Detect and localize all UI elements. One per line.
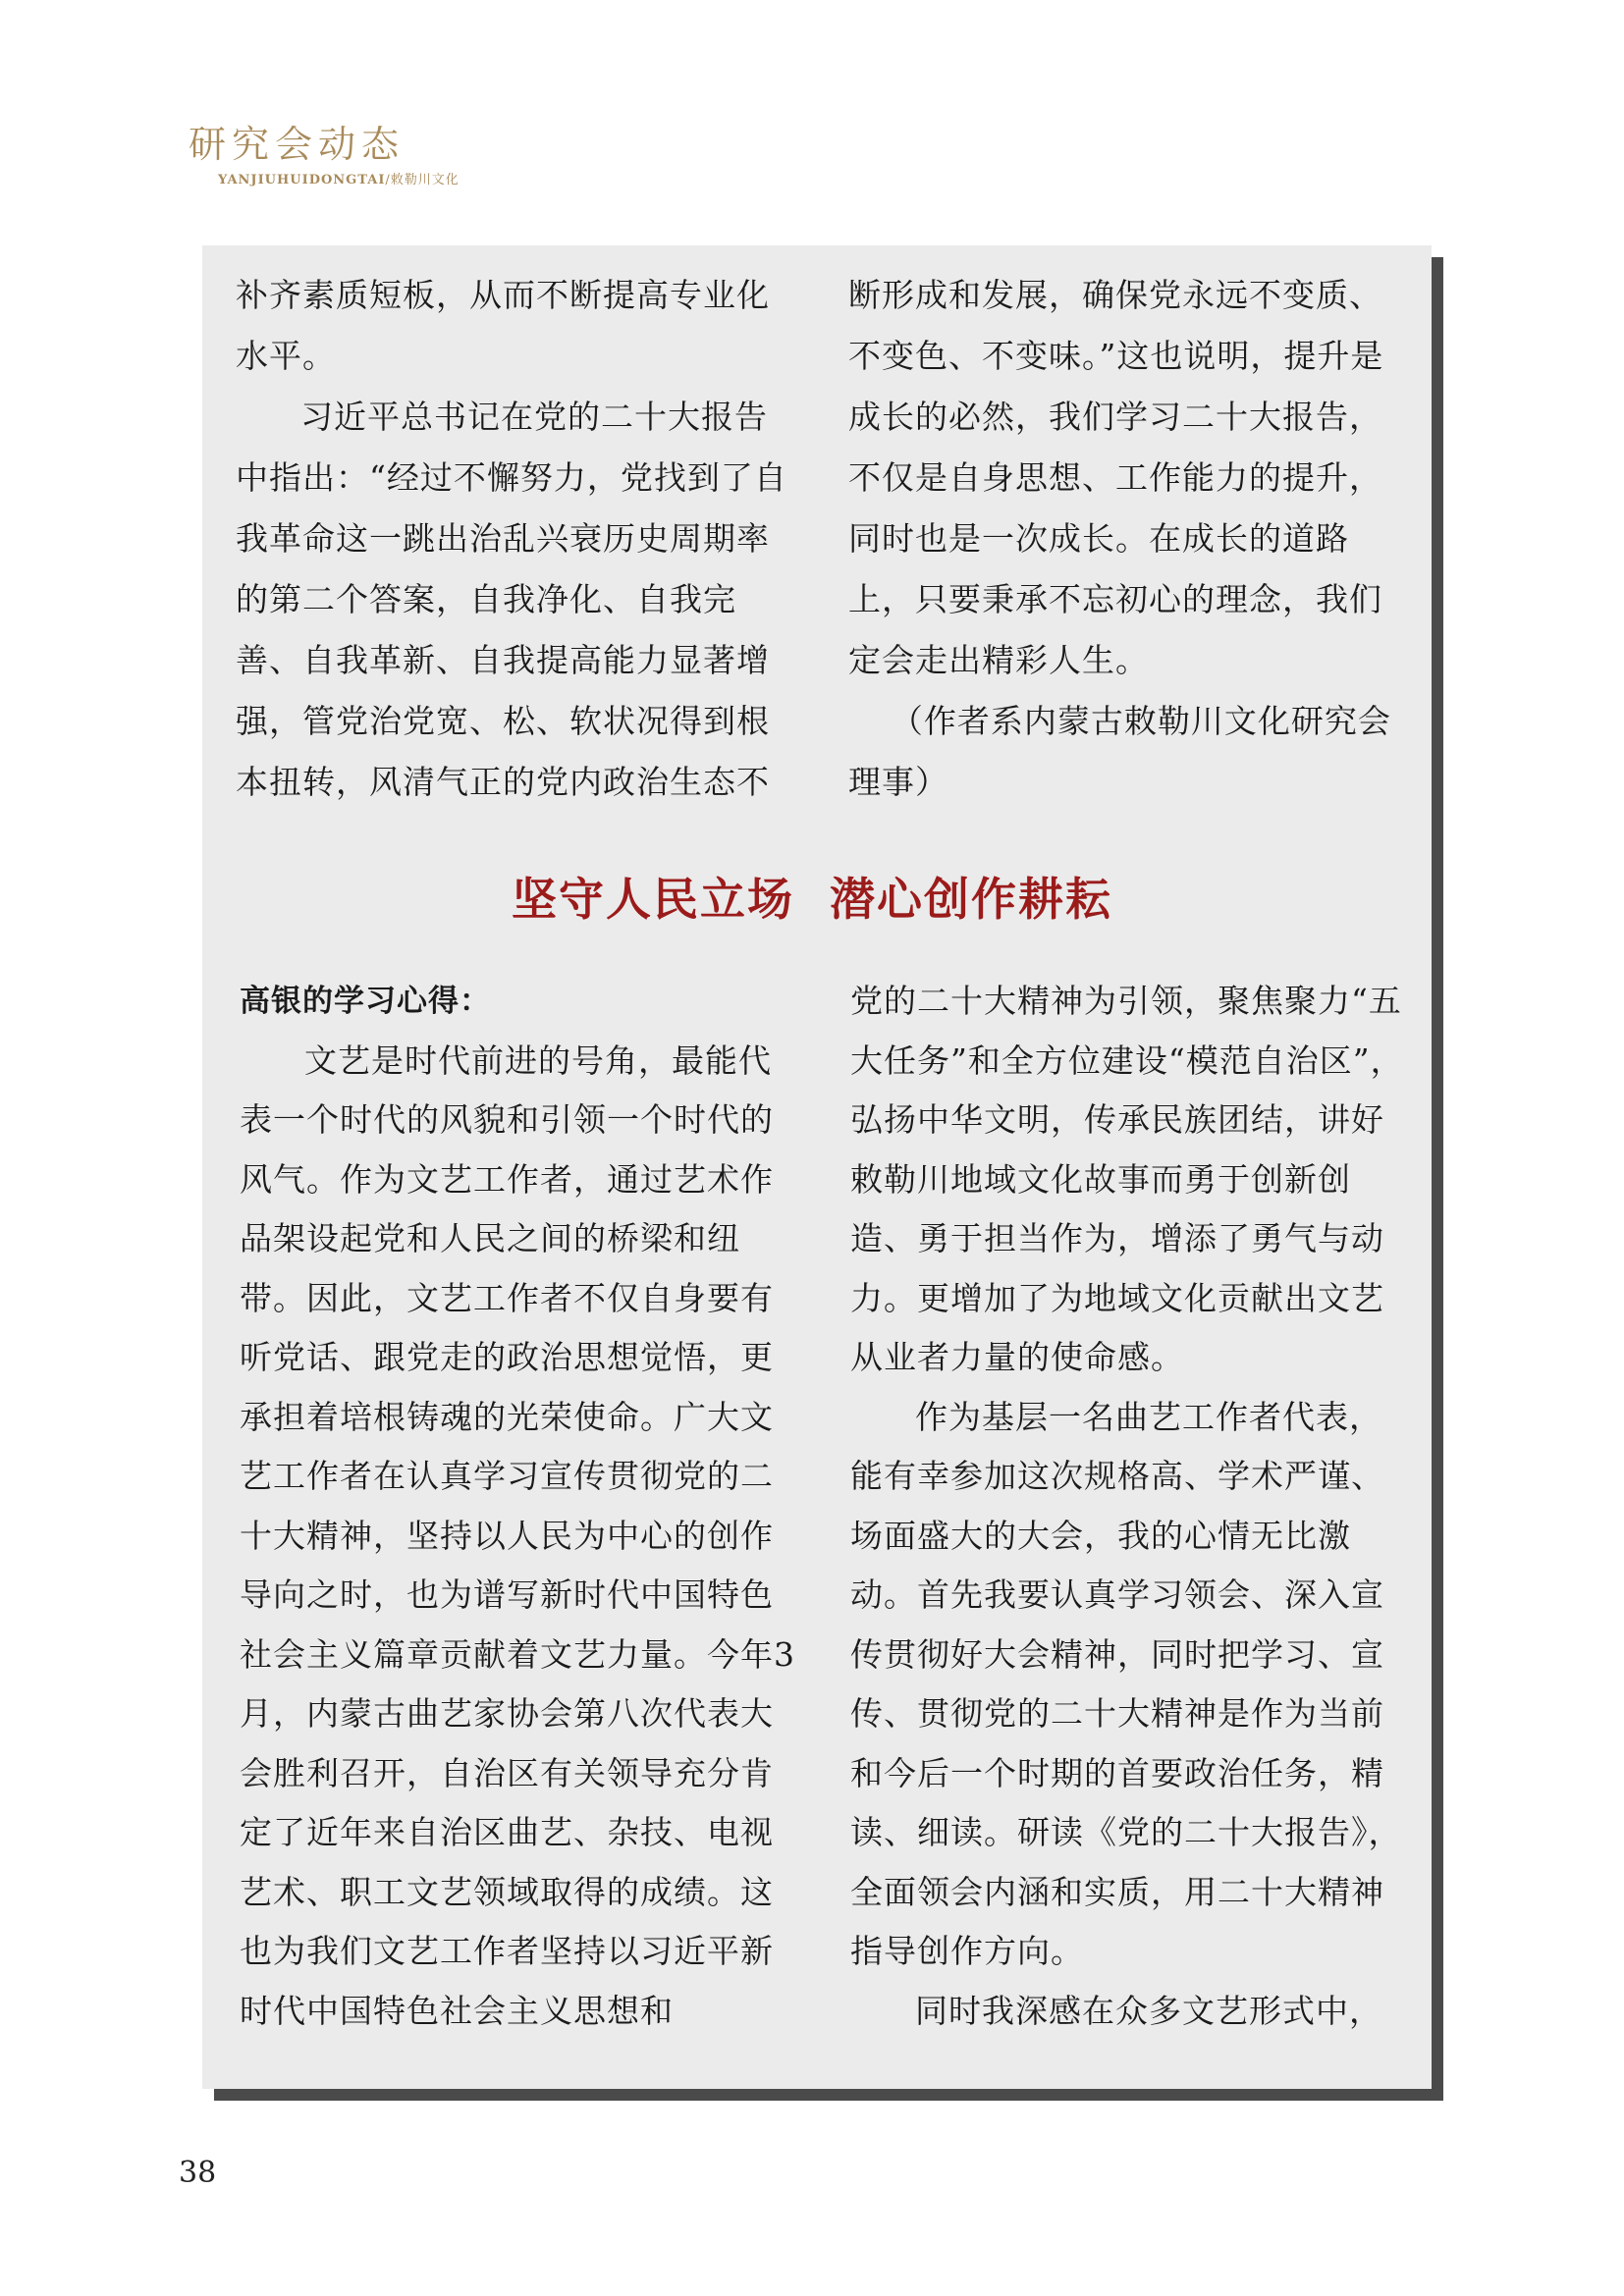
author-note: （作者系内蒙古敕勒川文化研究会理事） (848, 702, 1391, 801)
section-subtitle-latin: YANJIUHUIDONGTAI (218, 173, 386, 187)
paragraph: 文艺是时代前进的号角，最能代表一个时代的风貌和引领一个时代的风气。作为文艺工作者，通过艺术作品架设起党和人民之间的桥梁和纽带。因此，文艺工作者不仅自身要有听党话、跟党走的政治思想觉悟，更承担着培根铸魂的光荣使命。广大文艺工作者在认真学习宣传贯彻党的二十大精神，坚持以人民为中心的创作导向之时，也为谱写新时代中国特色社会主义篇章贡献着文艺力量。今年3月，内蒙古曲艺家协会第八次代表大会胜利召开，自治区有关领导充分肯定了近年来自治区曲艺、杂技、电视艺术、职工文艺领域取得的成绩。这也为我们文艺工作者坚持以习近平新时代中国特色社会主义思想和 (240, 1041, 795, 2030)
page-number: 38 (179, 2156, 217, 2190)
paragraph: 同时我深感在众多文艺形式中， (915, 1991, 1382, 2030)
paragraph: 断形成和发展，确保党永远不变质、不变色、不变味。”这也说明，提升是成长的必然，我们学习二十大报告，不仅是自身思想、工作能力的提升，同时也是一次成长。在成长的道路上，只要秉承不忘初心的理念，我们定会走出精彩人生。 (848, 276, 1384, 679)
paragraph: 补齐素质短板，从而不断提高专业化水平。 (236, 276, 770, 375)
paragraph: 党的二十大精神为引领，聚焦聚力“五大任务”和全方位建设“模范自治区”，弘扬中华文明，传承民族团结，讲好敕勒川地域文化故事而勇于创新创造、勇于担当作为，增添了勇气与动力。更增加了为地域文化贡献出文艺从业者力量的使命感。 (850, 982, 1404, 1376)
section-subtitle (218, 169, 460, 187)
paragraph: 习近平总书记在党的二十大报告中指出：“经过不懈努力，党找到了自我革命这一跳出治乱兴衰历史周期率的第二个答案，自我净化、自我完善、自我革新、自我提高能力显著增强，管党治党宽、松、软状况得到根本扭转，风清气正的党内政治生态不 (236, 398, 787, 801)
article1-column-left (236, 265, 791, 813)
section-subtitle-separator: / (385, 173, 391, 187)
section-title: 研究会动态 (189, 123, 406, 166)
article2-column-right (850, 972, 1410, 2041)
article2-column-left (240, 972, 799, 2041)
article-title: 坚守人民立场 潜心创作耕耘 (511, 873, 1113, 926)
article-subhead: 高银的学习心得： (240, 984, 491, 1019)
section-subtitle-chinese: 敕勒川文化 (390, 173, 460, 187)
paragraph: 作为基层一名曲艺工作者代表，能有幸参加这次规格高、学术严谨、场面盛大的大会，我的心情无比激动。首先我要认真学习领会、深入宣传贯彻好大会精神，同时把学习、宣传、贯彻党的二十大精神是作为当前和今后一个时期的首要政治任务，精读、细读。研读《党的二十大报告》，全面领会内涵和实质，用二十大精神指导创作方向。 (850, 1397, 1402, 1970)
article1-column-right (848, 265, 1408, 813)
